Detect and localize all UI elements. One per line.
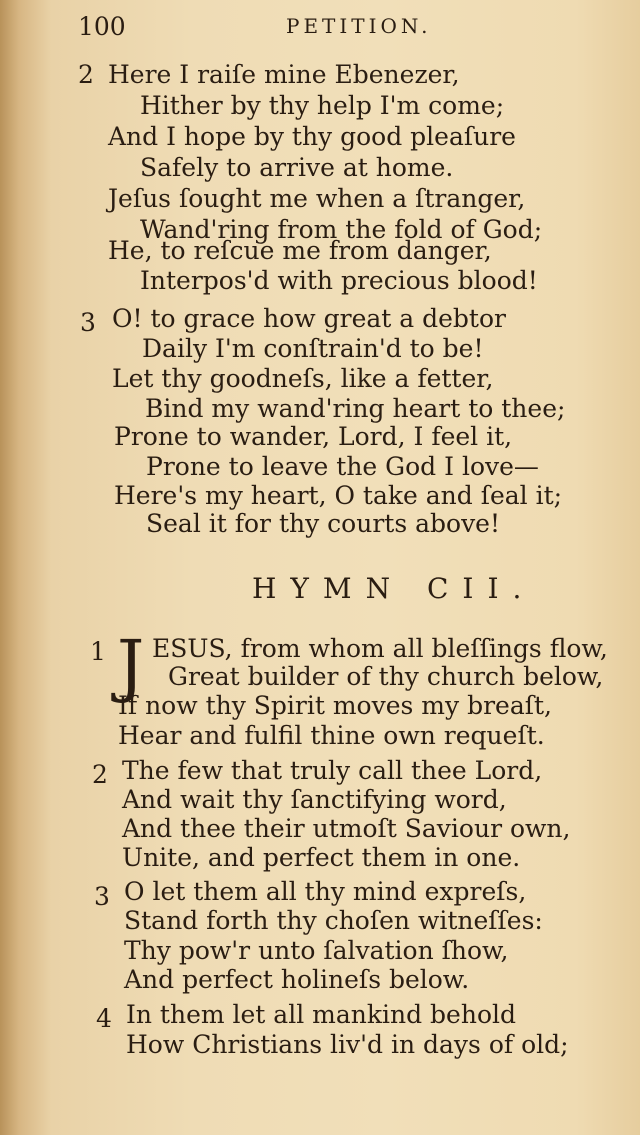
verse-line: Thy pow'r unto ſalvation ſhow,: [124, 936, 509, 965]
verse-line: Let thy goodneſs, like a fetter,: [112, 364, 494, 393]
verse-line: Hither by thy help I'm come;: [140, 91, 505, 120]
verse-line: Daily I'm conſtrain'd to be!: [142, 334, 484, 363]
drop-cap: J: [117, 627, 145, 706]
verse-line: O! to grace how great a debtor: [112, 304, 506, 333]
stanza-number: 2: [78, 60, 94, 89]
verse-line: The few that truly call thee Lord,: [122, 756, 543, 785]
running-head: [78, 12, 432, 48]
verse-line: Safely to arrive at home.: [140, 153, 454, 182]
running-title: PETITION.: [286, 14, 432, 38]
verse-line: Here I raiſe mine Ebenezer,: [108, 60, 460, 89]
verse-line: Interpos'd with precious blood!: [140, 266, 538, 295]
verse-line: He, to reſcue me from danger,: [108, 236, 492, 265]
hymn-title: HYMN CII.: [252, 572, 536, 605]
verse-line: And wait thy ſanctifying word,: [122, 785, 507, 814]
verse-line: And thee their utmoſt Saviour own,: [122, 814, 571, 843]
page-number: 100: [78, 12, 126, 41]
verse-line: Bind my wand'ring heart to thee;: [145, 394, 566, 423]
stanza-number: 1: [90, 637, 106, 666]
verse-line: Jeſus ſought me when a ſtranger,: [108, 184, 526, 213]
stanza-number: 3: [80, 308, 96, 337]
verse-line: Prone to leave the God I love—: [146, 452, 539, 481]
verse-line: Wand'ring from the fold of God;: [140, 215, 543, 244]
verse-line: Stand forth thy choſen witneſſes:: [124, 906, 543, 935]
verse-line: ESUS, from whom all bleſſings flow,: [152, 634, 608, 663]
verse-line: And perfect holineſs below.: [124, 965, 470, 994]
verse-line: Prone to wander, Lord, I feel it,: [114, 422, 513, 451]
verse-line: If now thy Spirit moves my breaſt,: [118, 691, 552, 720]
verse-line: O let them all thy mind expreſs,: [124, 877, 527, 906]
stanza-number: 3: [94, 882, 110, 911]
stanza-number: 2: [92, 760, 108, 789]
verse-line: Here's my heart, O take and ſeal it;: [114, 481, 563, 510]
stanza-number: 4: [96, 1004, 112, 1033]
verse-line: How Christians liv'd in days of old;: [126, 1030, 569, 1059]
verse-line: In them let all mankind behold: [126, 1000, 517, 1029]
verse-line: Great builder of thy church below,: [168, 662, 604, 691]
verse-line: Seal it for thy courts above!: [146, 509, 501, 538]
verse-line: And I hope by thy good pleaſure: [108, 122, 516, 151]
verse-line: Unite, and perfect them in one.: [122, 843, 521, 872]
verse-line: Hear and fulfil thine own requeſt.: [118, 721, 545, 750]
